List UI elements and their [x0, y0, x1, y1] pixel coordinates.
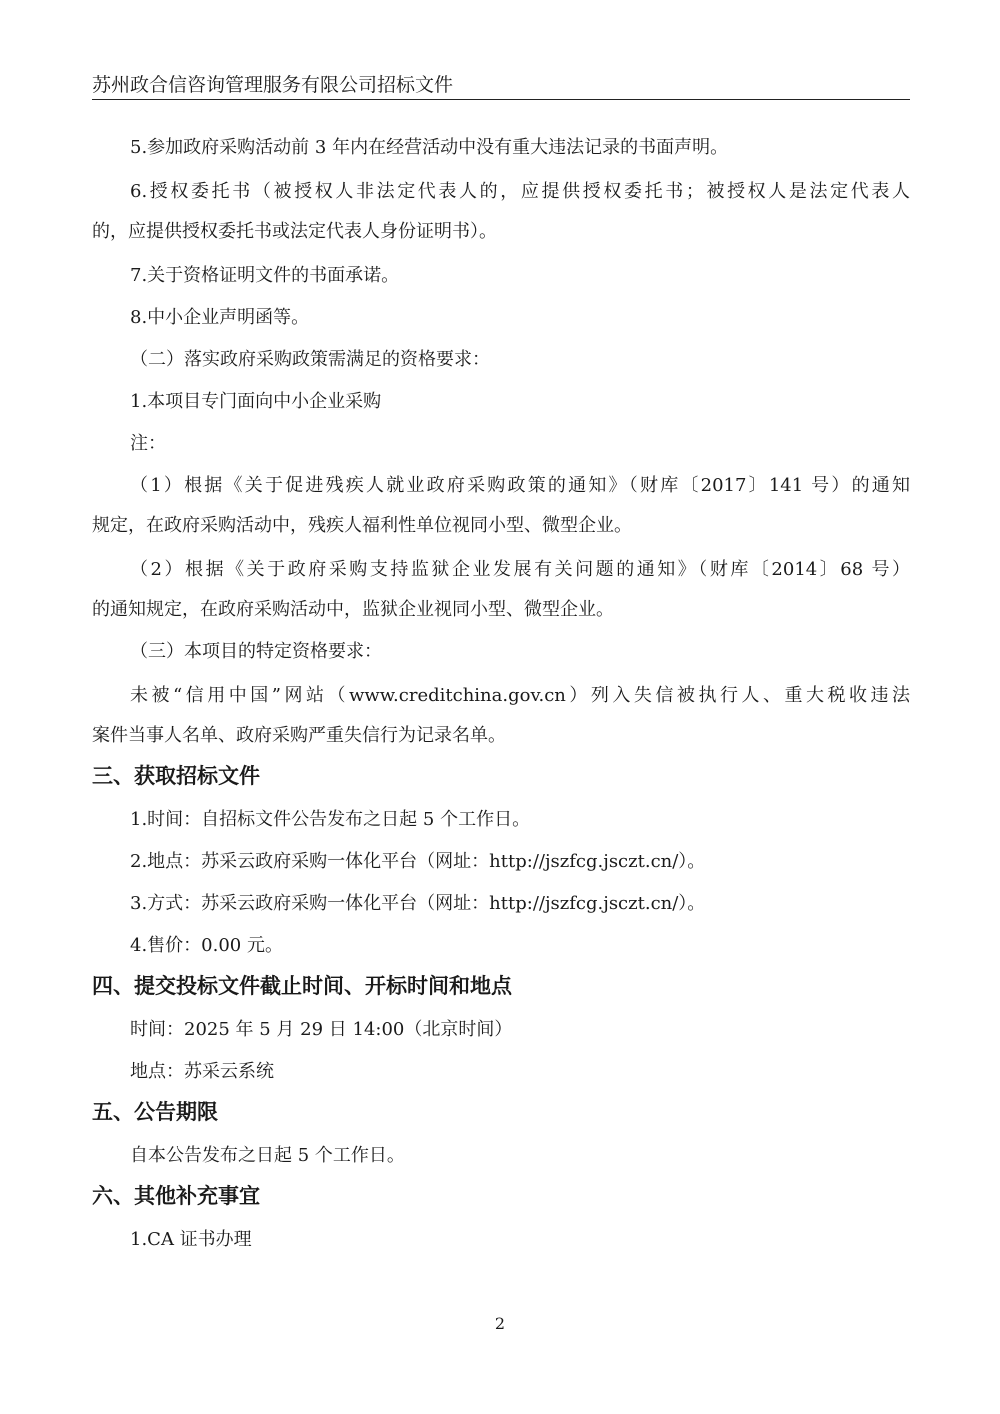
obtain-time: 1.时间：自招标文件公告发布之日起 5 个工作日。: [130, 809, 531, 830]
section-heading-announcement-period: 五、公告期限: [92, 1099, 218, 1124]
section-heading-deadline: 四、提交投标文件截止时间、开标时间和地点: [92, 973, 512, 998]
note-1-line2: 规定，在政府采购活动中，残疾人福利性单位视同小型、微型企业。: [92, 515, 632, 536]
paragraph-item-5: 5.参加政府采购活动前 3 年内在经营活动中没有重大违法记录的书面声明。: [130, 137, 729, 158]
note-2-line2: 的通知规定，在政府采购活动中，监狱企业视同小型、微型企业。: [92, 599, 614, 620]
ca-certificate-item: 1.CA 证书办理: [130, 1229, 252, 1250]
header-divider: [92, 99, 910, 100]
obtain-location: 2.地点：苏采云政府采购一体化平台（网址：http://jszfcg.jsczt.cn/）。: [130, 851, 706, 872]
paragraph-item-6-line1: 6.授权委托书（被授权人非法定代表人的，应提供授权委托书；被授权人是法定代表人: [130, 181, 910, 202]
document-header: 苏州政合信咨询管理服务有限公司招标文件: [92, 74, 454, 96]
credit-requirement-line1: 未被“信用中国”网站（www.creditchina.gov.cn）列入失信被执行人、重大税收违法: [130, 685, 910, 706]
deadline-time: 时间：2025 年 5 月 29 日 14:00（北京时间）: [130, 1019, 513, 1040]
section-heading-obtain-documents: 三、获取招标文件: [92, 763, 260, 788]
obtain-method: 3.方式：苏采云政府采购一体化平台（网址：http://jszfcg.jsczt.cn/）。: [130, 893, 706, 914]
note-1-line1: （1）根据《关于促进残疾人就业政府采购政策的通知》（财库〔2017〕141 号）的通知: [130, 475, 910, 496]
paragraph-item-7: 7.关于资格证明文件的书面承诺。: [130, 265, 400, 286]
note-2-line1: （2）根据《关于政府采购支持监狱企业发展有关问题的通知》（财库〔2014〕68 号）: [130, 559, 910, 580]
deadline-location: 地点：苏采云系统: [130, 1061, 274, 1082]
note-label: 注：: [130, 433, 166, 454]
obtain-price: 4.售价：0.00 元。: [130, 935, 283, 956]
announcement-period: 自本公告发布之日起 5 个工作日。: [130, 1145, 405, 1166]
subheading-specific-requirements: （三）本项目的特定资格要求：: [130, 641, 382, 662]
paragraph-item-6-line2: 的，应提供授权委托书或法定代表人身份证明书）。: [92, 221, 497, 242]
paragraph-item-8: 8.中小企业声明函等。: [130, 307, 310, 328]
page-number: 2: [494, 1314, 506, 1333]
subheading-policy-requirements: （二）落实政府采购政策需满足的资格要求：: [130, 349, 490, 370]
credit-requirement-line2: 案件当事人名单、政府采购严重失信行为记录名单。: [92, 725, 506, 746]
paragraph-sme-procurement: 1.本项目专门面向中小企业采购: [130, 391, 382, 412]
section-heading-other-matters: 六、其他补充事宜: [92, 1183, 260, 1208]
